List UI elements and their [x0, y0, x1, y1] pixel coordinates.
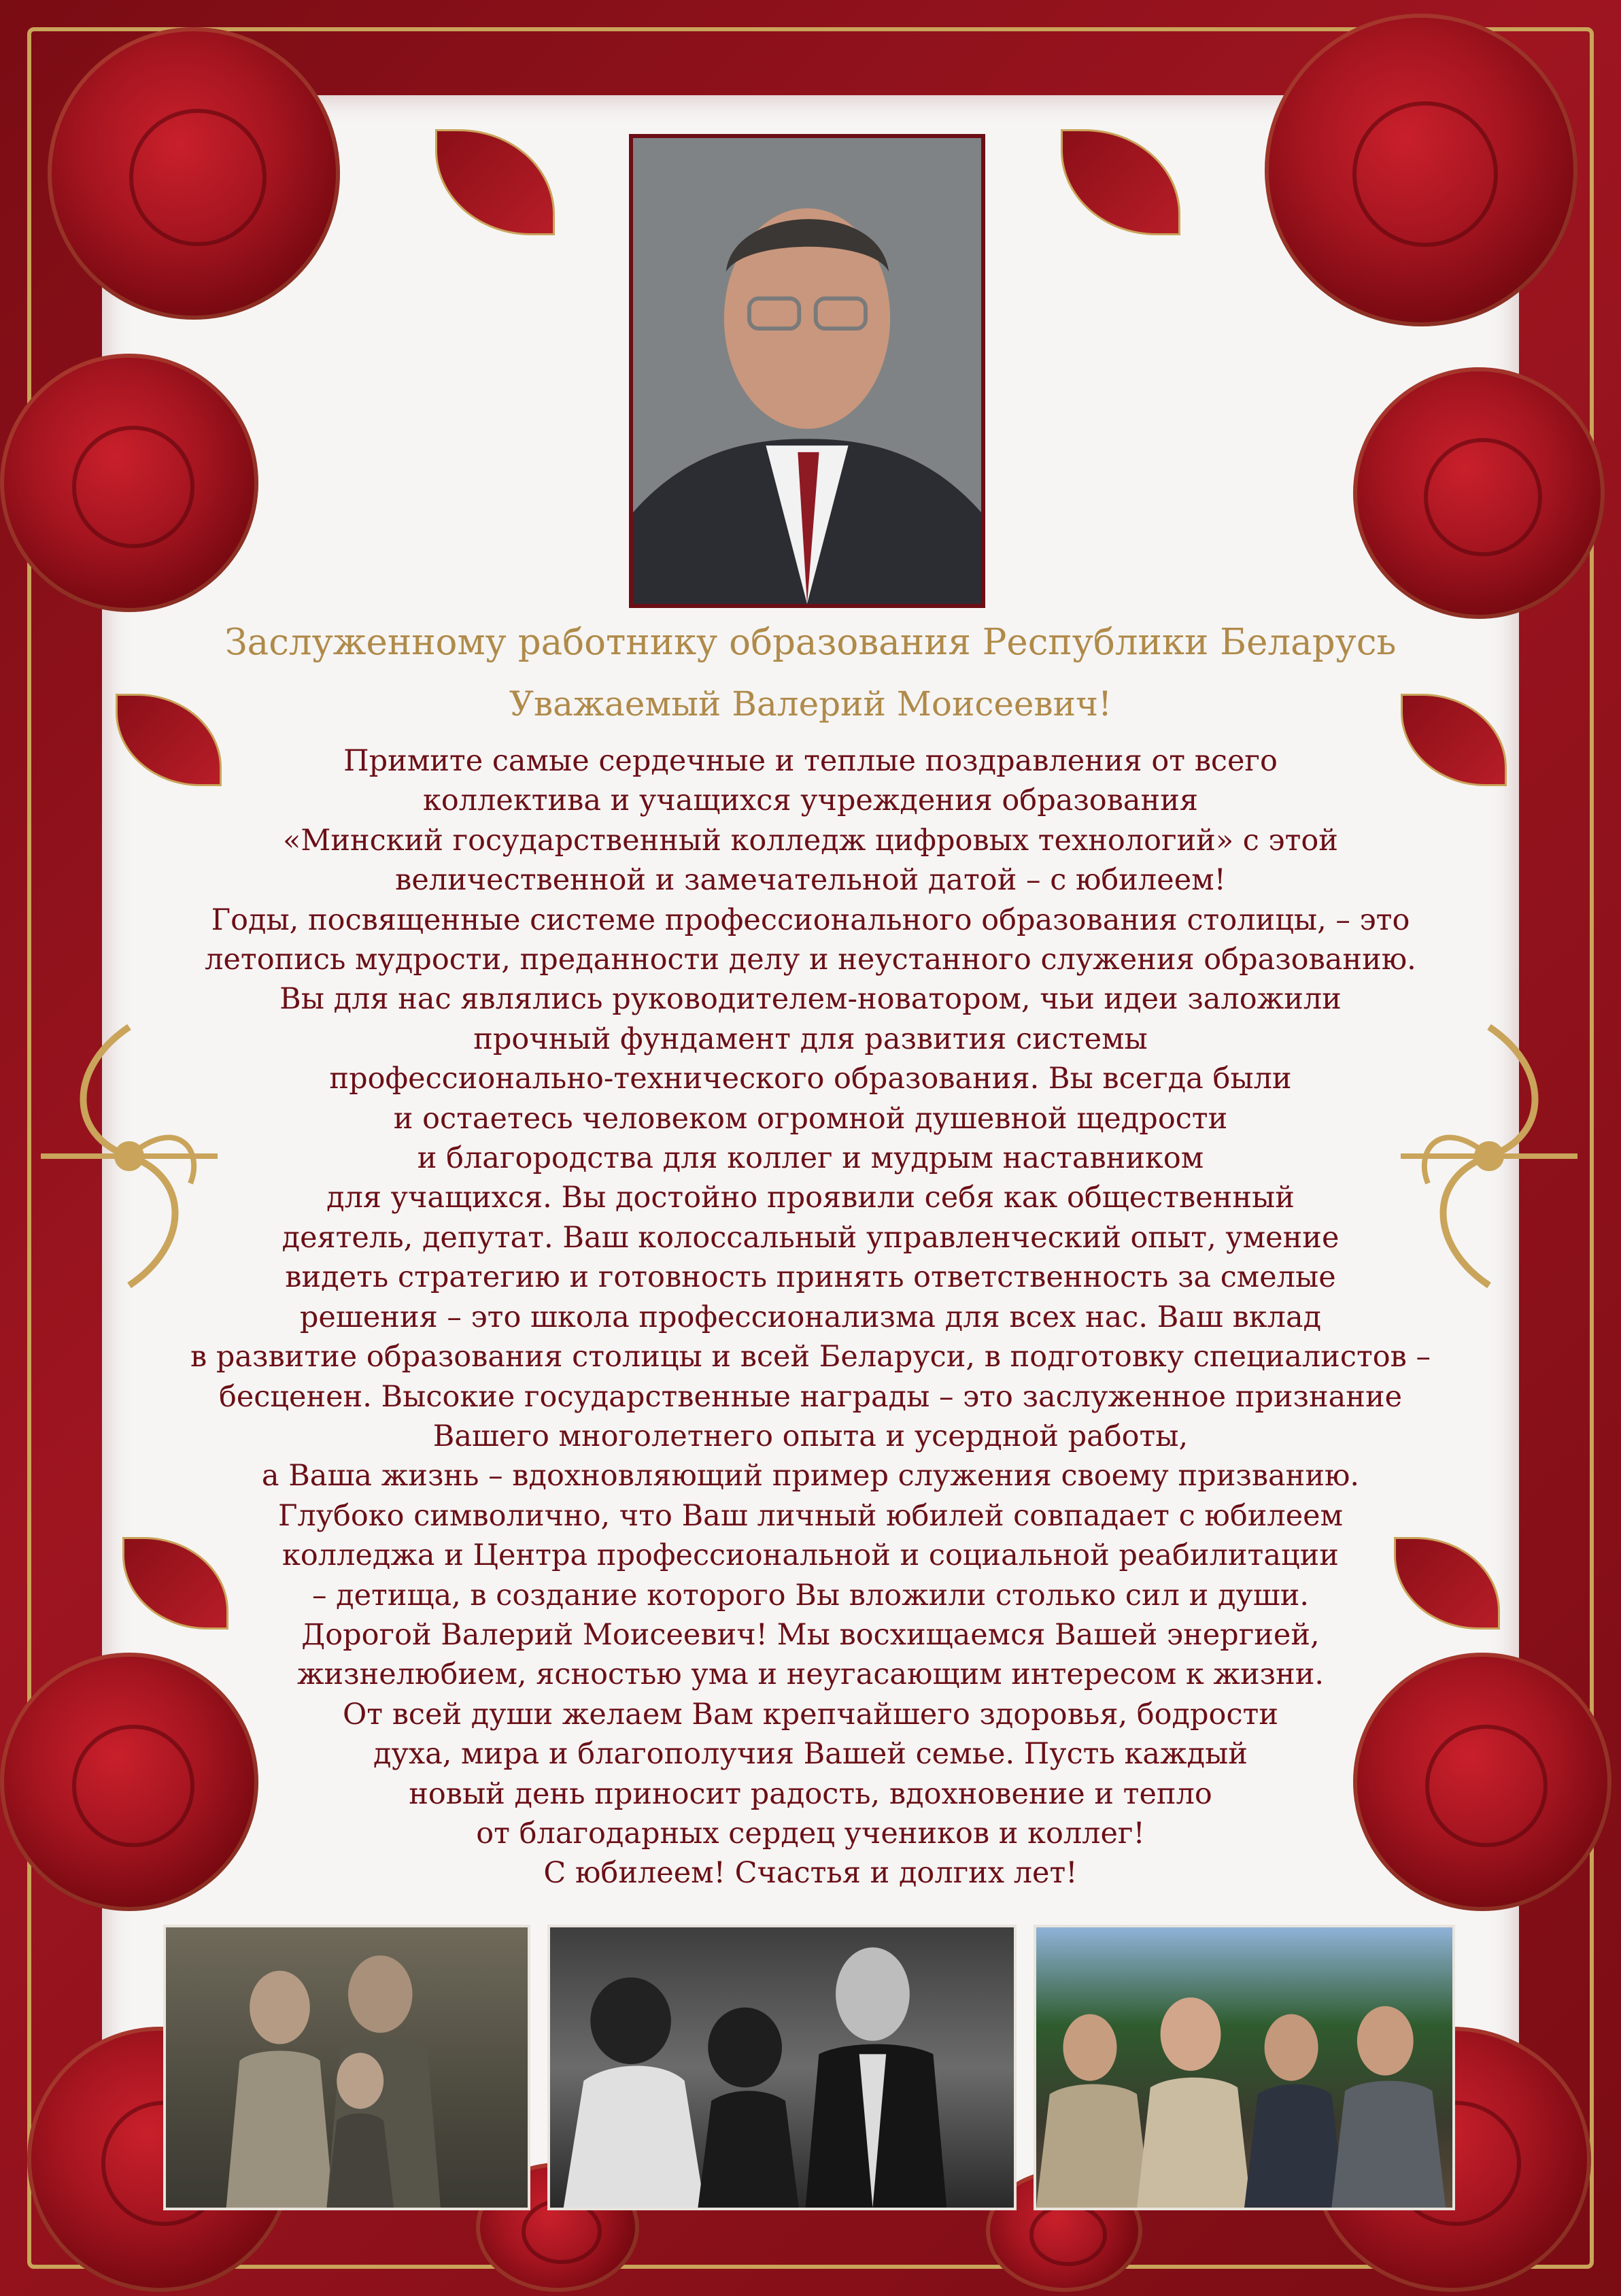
- body-line: новый день приносит радость, вдохновение и тепло: [409, 1776, 1212, 1811]
- body-line: от благодарных сердец учеников и коллег!: [476, 1816, 1145, 1851]
- body-line: видеть стратегию и готовность принять ответственность за смелые: [285, 1260, 1336, 1295]
- body-line: Годы, посвященные системе профессионального образования столицы, – это: [211, 902, 1410, 937]
- congratulation-text: [122, 741, 1499, 1893]
- body-line: жизнелюбием, ясностью ума и неугасающим интересом к жизни.: [296, 1657, 1325, 1692]
- portrait-photo: [629, 134, 985, 608]
- greeting: Уважаемый Валерий Моисеевич!: [509, 684, 1112, 724]
- body-line: Вы для нас являлись руководителем-новатором, чьи идеи заложили: [279, 982, 1342, 1017]
- body-line: коллектива и учащихся учреждения образования: [422, 783, 1198, 818]
- body-line: летопись мудрости, преданности делу и неустанного служения образованию.: [205, 943, 1416, 977]
- body-line: в развитие образования столицы и всей Беларуси, в подготовку специалистов –: [190, 1340, 1431, 1374]
- body-line: Глубоко символично, что Ваш личный юбилей совпадает с юбилеем: [277, 1498, 1344, 1533]
- body-line: и остаетесь человеком огромной душевной щедрости: [393, 1101, 1228, 1136]
- body-line: прочный фундамент для развития системы: [473, 1022, 1148, 1056]
- body-line: профессионально-технического образования. Вы всегда были: [329, 1062, 1292, 1096]
- body-line: колледжа и Центра профессиональной и социальной реабилитации: [282, 1538, 1339, 1573]
- body-line: От всей души желаем Вам крепчайшего здоровья, бодрости: [343, 1697, 1278, 1732]
- body-line: бесценен. Высокие государственные награды – это заслуженное признание: [218, 1379, 1403, 1414]
- body-line: для учащихся. Вы достойно проявили себя как общественный: [326, 1181, 1295, 1215]
- body-line: Дорогой Валерий Моисеевич! Мы восхищаемся Вашей энергией,: [301, 1617, 1320, 1652]
- body-line: и благородства для коллег и мудрым наставником: [417, 1141, 1204, 1176]
- body-line: «Минский государственный колледж цифровых технологий» с этой: [283, 823, 1338, 858]
- body-line: величественной и замечательной датой – с юбилеем!: [395, 863, 1226, 898]
- rose-top-left-small: [0, 354, 258, 612]
- body-line: а Ваша жизнь – вдохновляющий пример служения своему призванию.: [261, 1459, 1360, 1493]
- body-line: деятель, депутат. Ваш колоссальный управленческий опыт, умение: [281, 1220, 1340, 1255]
- certificate-title: Заслуженному работнику образования Республики Беларусь: [224, 622, 1397, 663]
- body-line: – детища, в создание которого Вы вложили столько сил и души.: [311, 1578, 1310, 1613]
- rose-top-right: [1265, 14, 1577, 326]
- family-photo: [163, 1925, 530, 2210]
- body-line: Вашего многолетнего опыта и усердной работы,: [432, 1419, 1189, 1453]
- rose-top-left: [48, 27, 340, 320]
- body-line: Примите самые сердечные и теплые поздравления от всего: [343, 744, 1278, 778]
- crowd-photo: [1034, 1925, 1455, 2210]
- body-line: духа, мира и благополучия Вашей семье. Пусть каждый: [373, 1737, 1248, 1772]
- body-line: С юбилеем! Счастья и долгих лет!: [543, 1856, 1078, 1891]
- body-line: решения – это школа профессионализма для всех нас. Ваш вклад: [299, 1300, 1322, 1334]
- ceremony-photo: [547, 1925, 1017, 2210]
- rose-right-upper: [1353, 367, 1605, 619]
